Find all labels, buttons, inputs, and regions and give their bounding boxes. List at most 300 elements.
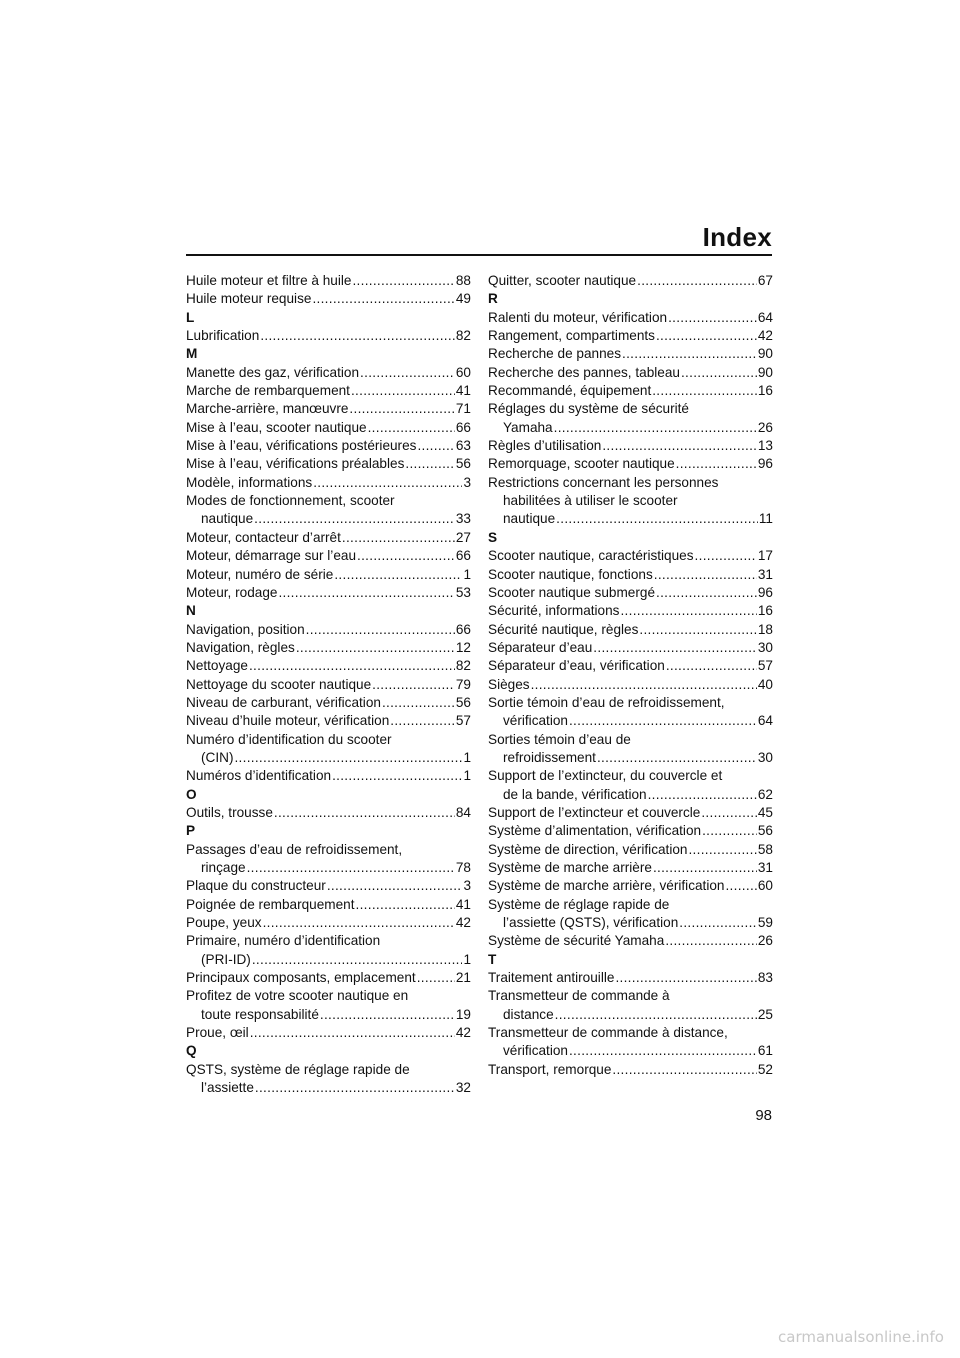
dot-leader	[306, 621, 455, 639]
index-entry-label: Poignée de rembarquement	[186, 896, 355, 912]
index-entry-page: 11	[758, 511, 773, 527]
index-entry	[488, 437, 773, 455]
index-entry-label: Transmetteur de commande à distance,	[488, 1025, 728, 1041]
index-entry-label: Lubrification	[186, 328, 260, 344]
index-entry	[488, 345, 773, 363]
index-entry-page: 57	[757, 658, 773, 674]
index-entry-label: Mise à l’eau, scooter nautique	[186, 419, 367, 435]
index-entry-label: l’assiette (QSTS), vérification	[503, 915, 679, 931]
dot-leader	[615, 969, 756, 987]
index-entry-label: Mise à l’eau, vérifications postérieures	[186, 438, 417, 454]
index-entry	[488, 822, 773, 840]
index-entry-page: 82	[455, 658, 471, 674]
index-entry-page: 61	[757, 1043, 773, 1059]
index-entry-label: habilitées à utiliser le scooter	[503, 493, 678, 509]
index-entry-label: Huile moteur et filtre à huile	[186, 273, 352, 288]
index-entry-label: l’assiette	[201, 1080, 254, 1096]
index-entry	[186, 1061, 471, 1079]
index-entry-label: Marche-arrière, manœuvre	[186, 401, 349, 417]
index-entry	[488, 327, 773, 345]
index-entry-label: Scooter nautique, caractéristiques	[488, 548, 694, 564]
index-entry	[488, 1024, 773, 1042]
index-entry-page: 79	[455, 676, 471, 692]
index-entry	[488, 547, 773, 565]
index-entry	[186, 804, 471, 822]
index-entry-label: Transmetteur de commande à	[488, 988, 670, 1004]
dot-leader	[334, 566, 462, 584]
index-entry-label: Modèle, informations	[186, 474, 313, 490]
index-entry-page: 33	[455, 511, 471, 527]
index-entry-page: 71	[455, 401, 471, 417]
dot-leader	[695, 547, 757, 565]
index-entry	[186, 969, 471, 987]
index-entry	[186, 676, 471, 694]
dot-leader	[312, 290, 454, 308]
index-entry	[488, 382, 773, 400]
index-entry-page: 64	[757, 309, 773, 325]
index-entry-label: Remorquage, scooter nautique	[488, 456, 675, 472]
index-entry-page: 32	[455, 1080, 471, 1096]
index-entry	[186, 1024, 471, 1042]
index-entry	[488, 712, 773, 730]
index-entry-label: Règles d’utilisation	[488, 438, 602, 454]
index-entry-label: Niveau d’huile moteur, vérification	[186, 713, 390, 729]
dot-leader	[654, 566, 757, 584]
dot-leader	[612, 1061, 756, 1079]
dot-leader	[351, 382, 455, 400]
index-entry	[488, 731, 773, 749]
index-entry-page: 27	[455, 529, 471, 545]
index-entry-label: Recherche des pannes, tableau	[488, 364, 680, 380]
dot-leader	[349, 400, 454, 418]
dot-leader	[725, 877, 756, 895]
index-entry-page: 19	[455, 1006, 471, 1022]
dot-leader	[701, 804, 757, 822]
dot-leader	[665, 932, 757, 950]
index-entry-label: Système de marche arrière, vérification	[488, 878, 725, 894]
dot-leader	[296, 639, 455, 657]
index-entry	[186, 584, 471, 602]
index-entry-page: 58	[757, 841, 773, 857]
index-entry-page: 66	[455, 419, 471, 435]
index-entry-label: Scooter nautique submergé	[488, 584, 656, 600]
index-entry-label: Système de sécurité Yamaha	[488, 933, 665, 949]
dot-leader	[688, 841, 756, 859]
index-entry-page: 45	[757, 804, 773, 820]
index-entry-label: Modes de fonctionnement, scooter	[186, 493, 395, 509]
dot-leader	[390, 712, 455, 730]
dot-leader	[313, 474, 462, 492]
index-entry	[488, 914, 773, 932]
index-entry	[186, 1079, 471, 1097]
index-entry	[488, 676, 773, 694]
index-entry	[186, 437, 471, 455]
index-entry	[186, 859, 471, 877]
index-entry	[186, 566, 471, 584]
index-letter-heading: M	[186, 346, 198, 362]
index-entry-page: 25	[757, 1006, 773, 1022]
index-entry-label: Scooter nautique, fonctions	[488, 566, 653, 582]
index-entry-page: 16	[757, 383, 773, 399]
index-entry	[186, 951, 471, 969]
dot-leader	[254, 510, 455, 528]
dot-leader	[234, 749, 462, 767]
index-entry	[186, 896, 471, 914]
index-entry-page: 49	[455, 291, 471, 307]
index-entry	[488, 455, 773, 473]
index-entry	[488, 272, 773, 290]
dot-leader	[352, 272, 454, 290]
index-entry	[488, 1042, 773, 1060]
dot-leader	[531, 676, 757, 694]
index-entry	[488, 474, 773, 492]
index-entry-label: Système de réglage rapide de	[488, 896, 670, 912]
dot-leader	[679, 914, 757, 932]
dot-leader	[249, 657, 455, 675]
index-entry-page: 82	[455, 328, 471, 344]
index-entry-page: 1	[463, 951, 471, 967]
dot-leader	[357, 547, 455, 565]
index-entry-page: 90	[757, 364, 773, 380]
dot-leader	[656, 327, 757, 345]
index-entry-page: 3	[463, 878, 471, 894]
index-entry	[488, 602, 773, 620]
index-entry-label: Rangement, compartiments	[488, 328, 655, 344]
index-letter-heading: O	[186, 786, 197, 802]
index-entry	[488, 419, 773, 437]
index-entry-label: vérification	[503, 713, 568, 729]
index-entry-label: Niveau de carburant, vérification	[186, 694, 381, 710]
index-entry	[488, 492, 773, 510]
dot-leader	[639, 621, 756, 639]
index-entry-label: Système de direction, vérification	[488, 841, 688, 857]
dot-leader	[666, 657, 757, 675]
index-entry	[488, 657, 773, 675]
dot-leader	[263, 914, 455, 932]
index-entry	[186, 492, 471, 510]
index-entry-label: Poupe, yeux	[186, 915, 262, 931]
dot-leader	[356, 896, 455, 914]
dot-leader	[327, 877, 463, 895]
index-entry-page: 96	[757, 584, 773, 600]
index-entry-page: 31	[757, 566, 773, 582]
index-entry-label: distance	[503, 1006, 554, 1022]
index-entry-page: 83	[757, 970, 773, 986]
index-entry	[186, 529, 471, 547]
dot-leader	[320, 1006, 455, 1024]
index-entry-page: 41	[455, 383, 471, 399]
index-column-right	[488, 272, 773, 1079]
dot-leader	[555, 1006, 757, 1024]
index-entry-page: 13	[757, 438, 773, 454]
index-entry	[186, 841, 471, 859]
index-entry-page: 62	[757, 786, 773, 802]
index-entry-page: 56	[757, 823, 773, 839]
dot-leader	[332, 767, 462, 785]
index-entry-page: 52	[757, 1061, 773, 1077]
index-entry-label: Support de l’extincteur, du couvercle et	[488, 768, 723, 784]
dot-leader	[637, 272, 757, 290]
index-entry	[488, 932, 773, 950]
index-entry	[488, 749, 773, 767]
index-entry-label: Moteur, rodage	[186, 584, 278, 600]
dot-leader	[622, 345, 757, 363]
index-entry	[186, 364, 471, 382]
index-entry-label: Séparateur d’eau	[488, 639, 593, 655]
index-entry	[186, 272, 471, 290]
dot-leader	[569, 1042, 757, 1060]
index-entry-label: rinçage	[201, 860, 246, 875]
index-entry-label: Outils, trousse	[186, 804, 273, 820]
dot-leader	[556, 510, 758, 528]
index-entry	[488, 510, 773, 528]
index-letter-heading: L	[186, 309, 195, 325]
dot-leader	[278, 584, 454, 602]
dot-leader	[405, 455, 455, 473]
dot-leader	[274, 804, 455, 822]
dot-leader	[597, 749, 757, 767]
dot-leader	[255, 1079, 455, 1097]
index-letter-heading: N	[186, 603, 196, 619]
index-entry	[186, 712, 471, 730]
index-entry	[488, 621, 773, 639]
dot-leader	[260, 327, 455, 345]
index-entry-label: vérification	[503, 1043, 568, 1059]
index-entry-label: Sièges	[488, 676, 530, 692]
index-entry-page: 56	[455, 456, 471, 472]
index-entry	[186, 932, 471, 950]
dot-leader	[668, 309, 757, 327]
index-entry-page: 18	[757, 621, 773, 637]
index-entry-page: 42	[455, 1025, 471, 1041]
index-entry-label: Principaux composants, emplacement	[186, 970, 416, 986]
index-entry	[488, 804, 773, 822]
index-entry	[186, 400, 471, 418]
index-entry-label: QSTS, système de réglage rapide de	[186, 1061, 410, 1077]
index-entry-page: 42	[455, 915, 471, 931]
index-entry-page: 90	[757, 346, 773, 362]
index-entry-label: nautique	[201, 511, 254, 527]
page-title: Index	[702, 222, 772, 252]
index-entry-label: Proue, œil	[186, 1025, 249, 1041]
index-entry-label: de la bande, vérification	[503, 786, 647, 802]
index-entry	[488, 1006, 773, 1024]
index-entry-label: Système de marche arrière	[488, 860, 652, 875]
dot-leader	[252, 951, 463, 969]
index-entry-label: Sorties témoin d’eau de	[488, 731, 631, 747]
index-entry-page: 59	[757, 915, 773, 931]
dot-leader	[417, 437, 454, 455]
index-entry	[186, 877, 471, 895]
index-entry-label: Mise à l’eau, vérifications préalables	[186, 456, 405, 472]
index-entry-label: Système d’alimentation, vérification	[488, 823, 702, 839]
index-entry-page: 1	[463, 749, 471, 765]
dot-leader	[247, 859, 455, 877]
index-entry-label: Sécurité, informations	[488, 603, 620, 619]
index-entry-label: Moteur, démarrage sur l’eau	[186, 548, 357, 564]
index-entry-page: 1	[463, 566, 471, 582]
index-entry-label: Manette des gaz, vérification	[186, 364, 360, 380]
dot-leader	[620, 602, 756, 620]
index-entry	[488, 987, 773, 1005]
index-entry-label: Navigation, règles	[186, 639, 295, 655]
index-entry	[186, 474, 471, 492]
index-entry-label: (CIN)	[201, 749, 234, 765]
index-entry-page: 40	[757, 676, 773, 692]
dot-leader	[372, 676, 455, 694]
index-entry-label: Quitter, scooter nautique	[488, 273, 637, 288]
index-entry	[186, 767, 471, 785]
index-entry-label: Profitez de votre scooter nautique en	[186, 988, 409, 1004]
index-entry-label: Transport, remorque	[488, 1061, 612, 1077]
index-entry-label: Sécurité nautique, règles	[488, 621, 639, 637]
index-entry	[186, 327, 471, 345]
index-entry	[186, 749, 471, 767]
index-entry	[186, 657, 471, 675]
dot-leader	[342, 529, 455, 547]
dot-leader	[569, 712, 757, 730]
index-entry-page: 12	[455, 639, 471, 655]
index-entry	[488, 896, 773, 914]
index-entry-page: 53	[455, 584, 471, 600]
index-entry	[186, 987, 471, 1005]
dot-leader	[593, 639, 757, 657]
index-entry	[186, 419, 471, 437]
index-letter-heading: R	[488, 291, 498, 307]
dot-leader	[702, 822, 757, 840]
dot-leader	[653, 859, 757, 877]
watermark: carmanualsonline.info	[778, 1328, 944, 1346]
index-entry-label: Marche de rembarquement	[186, 383, 350, 399]
index-entry-label: Restrictions concernant les personnes	[488, 474, 719, 490]
index-entry-page: 64	[757, 713, 773, 729]
index-entry	[186, 914, 471, 932]
index-entry-label: Moteur, contacteur d’arrêt	[186, 529, 341, 545]
dot-leader	[382, 694, 455, 712]
index-letter-heading: S	[488, 529, 498, 545]
index-entry	[186, 455, 471, 473]
index-entry-page: 41	[455, 896, 471, 912]
index-entry-page: 16	[757, 603, 773, 619]
index-entry-page: 42	[757, 328, 773, 344]
index-entry-label: toute responsabilité	[201, 1006, 319, 1022]
index-entry	[186, 694, 471, 712]
index-entry	[186, 510, 471, 528]
dot-leader	[648, 786, 757, 804]
index-entry	[488, 1061, 773, 1079]
index-entry-page: 30	[757, 639, 773, 655]
page-number: 98	[755, 1107, 772, 1124]
index-entry	[186, 547, 471, 565]
index-entry	[488, 566, 773, 584]
index-column-left	[186, 272, 471, 1097]
index-entry	[488, 309, 773, 327]
index-entry-label: nautique	[503, 511, 556, 527]
index-entry-label: Séparateur d’eau, vérification	[488, 658, 665, 674]
dot-leader	[417, 969, 455, 987]
dot-leader	[676, 455, 757, 473]
title-rule	[186, 254, 772, 256]
index-entry-label: Navigation, position	[186, 621, 305, 637]
index-entry-label: Sortie témoin d’eau de refroidissement,	[488, 694, 725, 710]
index-entry	[488, 400, 773, 418]
index-letter-heading: Q	[186, 1043, 197, 1059]
index-entry-page: 67	[757, 273, 773, 288]
index-entry-label: Passages d’eau de refroidissement,	[186, 841, 403, 857]
index-entry-label: Nettoyage du scooter nautique	[186, 676, 372, 692]
index-entry-page: 63	[455, 438, 471, 454]
index-entry	[488, 694, 773, 712]
index-entry-page: 57	[455, 713, 471, 729]
index-entry-page: 26	[757, 419, 773, 435]
dot-leader	[360, 364, 455, 382]
index-entry-page: 66	[455, 548, 471, 564]
dot-leader	[250, 1024, 455, 1042]
index-entry	[488, 786, 773, 804]
index-entry	[488, 859, 773, 877]
index-entry-page: 88	[455, 273, 471, 288]
index-entry-label: Huile moteur requise	[186, 291, 312, 307]
index-entry-page: 60	[455, 364, 471, 380]
dot-leader	[368, 419, 455, 437]
index-entry-label: (PRI-ID)	[201, 951, 251, 967]
index-entry-label: Support de l’extincteur et couvercle	[488, 804, 701, 820]
index-entry-page: 21	[455, 970, 471, 986]
dot-leader	[681, 364, 757, 382]
index-entry-label: Numéros d’identification	[186, 768, 332, 784]
index-entry-label: Primaire, numéro d’identification	[186, 933, 381, 949]
index-entry-page: 84	[455, 804, 471, 820]
dot-leader	[652, 382, 757, 400]
index-entry-label: Yamaha	[503, 419, 553, 435]
dot-leader	[602, 437, 757, 455]
index-entry	[488, 639, 773, 657]
index-entry-page: 66	[455, 621, 471, 637]
index-letter-heading: T	[488, 951, 497, 967]
index-entry-page: 26	[757, 933, 773, 949]
index-entry-label: Recherche de pannes	[488, 346, 622, 362]
index-letter-heading: P	[186, 823, 196, 839]
index-entry	[186, 290, 471, 308]
index-entry	[488, 364, 773, 382]
index-entry	[186, 621, 471, 639]
index-entry	[186, 382, 471, 400]
index-entry-page: 1	[463, 768, 471, 784]
index-entry	[488, 767, 773, 785]
index-entry-label: Recommandé, équipement	[488, 383, 652, 399]
index-entry-page: 17	[757, 548, 773, 564]
index-entry	[488, 877, 773, 895]
index-entry-page: 60	[757, 878, 773, 894]
index-entry-page: 3	[463, 474, 471, 490]
index-entry-label: Ralenti du moteur, vérification	[488, 309, 668, 325]
index-entry	[488, 584, 773, 602]
index-entry-label: refroidissement	[503, 749, 596, 765]
index-entry	[488, 841, 773, 859]
index-entry-label: Plaque du constructeur	[186, 878, 326, 894]
index-entry	[186, 639, 471, 657]
index-entry-label: Nettoyage	[186, 658, 248, 674]
index-entry-label: Traitement antirouille	[488, 970, 615, 986]
index-entry-label: Réglages du système de sécurité	[488, 401, 689, 417]
index-entry-label: Moteur, numéro de série	[186, 566, 334, 582]
index-entry-page: 96	[757, 456, 773, 472]
index-entry	[186, 731, 471, 749]
index-entry-page: 31	[757, 860, 773, 875]
index-entry-page: 78	[455, 860, 471, 875]
index-entry	[186, 1006, 471, 1024]
dot-leader	[554, 419, 757, 437]
